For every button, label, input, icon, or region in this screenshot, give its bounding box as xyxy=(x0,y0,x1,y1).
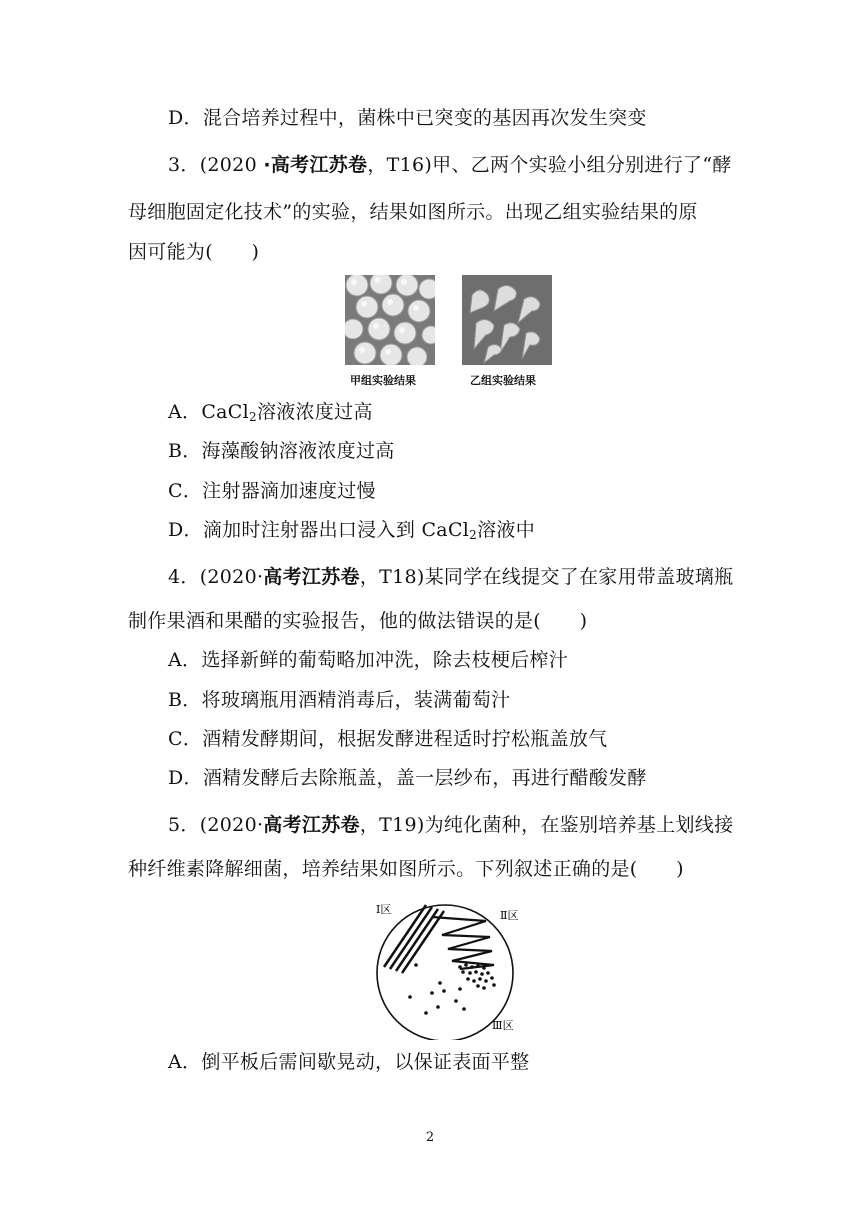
group-b-caption: 乙组实验结果 xyxy=(470,374,536,387)
q3-option-a-text-2: 溶液浓度过高 xyxy=(256,401,373,423)
group-a-caption: 甲组实验结果 xyxy=(350,374,416,387)
q3-option-a xyxy=(168,400,373,424)
zone-2-label: Ⅱ区 xyxy=(500,909,519,922)
q4-option-a: A．选择新鲜的葡萄略加冲洗，除去枝梗后榨汁 xyxy=(168,649,569,671)
q3-option-d-text: D．滴加时注射器出口浸入到 CaCl xyxy=(168,519,470,541)
q4-option-c: C．酒精发酵期间，根据发酵进程适时拧松瓶盖放气 xyxy=(168,728,608,750)
q5-stem-text-1: ，T19)为纯化菌种，在鉴别培养基上划线接 xyxy=(359,814,734,836)
q3-option-d-text-2: 溶液中 xyxy=(477,519,535,541)
q4-option-b: B．将玻璃瓶用酒精消毒后，装满葡萄汁 xyxy=(168,689,511,711)
colonies xyxy=(408,963,496,1015)
q3-source-dot: · xyxy=(263,154,271,176)
q4-stem-text-1: ，T18)某同学在线提交了在家用带盖玻璃瓶 xyxy=(359,566,734,588)
q3-option-a-text: A．CaCl xyxy=(168,401,250,423)
page-number: 2 xyxy=(425,1130,435,1145)
q4-source: 高考江苏卷 xyxy=(263,566,360,588)
q3-stem-line-3: 因可能为( ) xyxy=(128,241,260,263)
q3-stem-text-1: ，T16)甲、乙两个实验小组分别进行了“酵 xyxy=(367,154,732,176)
q3-stem-line-2: 母细胞固定化技术”的实验，结果如图所示。出现乙组实验结果的原 xyxy=(128,201,698,223)
zone-1-label: Ⅰ区 xyxy=(376,903,392,916)
q4-option-d: D．酒精发酵后去除瓶盖，盖一层纱布，再进行醋酸发酵 xyxy=(168,767,647,789)
q3-option-a-subscript: 2 xyxy=(249,410,257,424)
q3-option-b: B．海藻酸钠溶液浓度过高 xyxy=(168,440,395,462)
q4-stem-line-1 xyxy=(168,565,733,589)
q3-source: 高考江苏卷 xyxy=(270,154,368,176)
q5-source: 高考江苏卷 xyxy=(263,814,360,836)
q3-option-c: C．注射器滴加速度过慢 xyxy=(168,480,376,502)
q3-number: 3．(2020 xyxy=(168,154,257,176)
q3-option-d-subscript: 2 xyxy=(469,528,478,542)
group-a-result-photo xyxy=(345,275,435,365)
q2-option-d: D．混合培养过程中，菌株中已突变的基因再次发生突变 xyxy=(168,107,647,129)
zone-3-label: Ⅲ区 xyxy=(492,1019,514,1032)
q4-number: 4．(2020· xyxy=(168,566,264,588)
q3-option-d xyxy=(168,518,535,542)
q4-stem-line-2: 制作果酒和果醋的实验报告，他的做法错误的是( ) xyxy=(128,610,588,632)
q5-stem-line-1 xyxy=(168,813,733,837)
q5-stem-line-2: 种纤维素降解细菌，培养结果如图所示。下列叙述正确的是( ) xyxy=(128,858,684,880)
group-b-result-photo xyxy=(462,275,552,365)
zone-1-streaks xyxy=(384,905,444,973)
zone-2-streaks xyxy=(432,917,494,969)
streak-plate-diagram xyxy=(360,895,530,1040)
q5-option-a: A．倒平板后需间歇晃动，以保证表面平整 xyxy=(168,1051,530,1073)
q5-number: 5．(2020· xyxy=(168,814,264,836)
q3-stem-line-1 xyxy=(168,153,732,177)
